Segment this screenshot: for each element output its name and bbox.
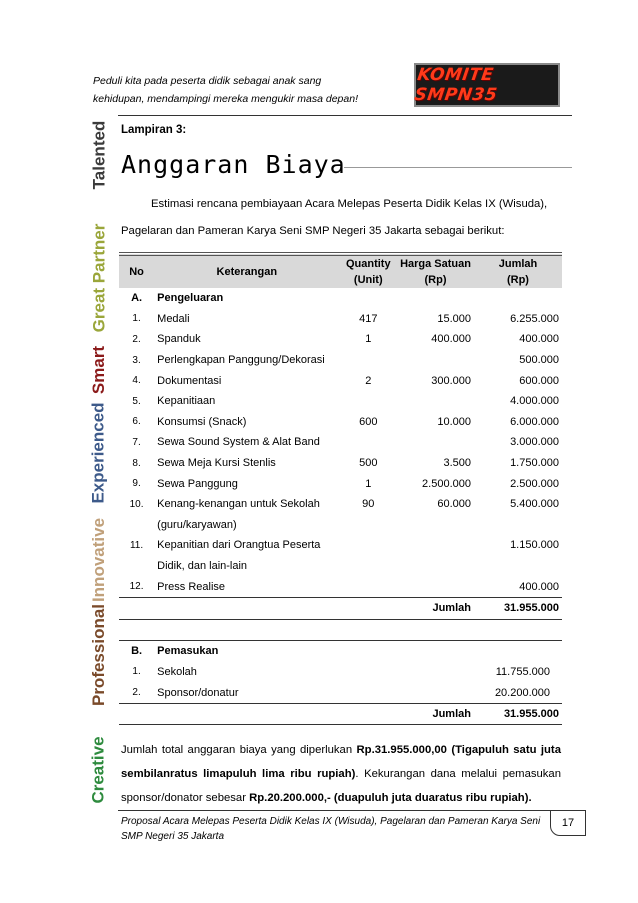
section-a-label: Pengeluaran <box>157 292 224 305</box>
side-word-text: Experienced <box>89 401 109 504</box>
header-quantity <box>339 254 397 288</box>
row-price <box>397 576 474 597</box>
row-price: 3.500 <box>443 457 471 470</box>
blank-cell <box>154 619 339 641</box>
side-word-text: Professional <box>89 603 109 707</box>
budget-table <box>119 252 562 725</box>
side-word-talented <box>88 120 110 190</box>
row-quantity <box>339 350 397 371</box>
income-no: 1. <box>132 666 141 678</box>
row-quantity <box>339 515 397 536</box>
table-row <box>119 473 562 494</box>
row-price: 60.000 <box>437 498 471 511</box>
summary-paragraph <box>121 738 561 810</box>
side-word-experienced <box>88 390 110 515</box>
header-price-line2: (Rp) <box>424 274 447 286</box>
header-price-line1: Harga Satuan <box>400 258 471 270</box>
header-quantity-line2: (Unit) <box>353 274 383 286</box>
row-total: 2.500.000 <box>510 477 559 490</box>
row-price <box>397 391 474 412</box>
footer-line-1: Proposal Acara Melepas Peserta Didik Kelas IX (Wisuda), Pagelaran dan Pameran Karya Seni <box>121 816 541 827</box>
summary-text-1: Jumlah total anggaran biaya yang diperlukan <box>121 744 357 756</box>
row-price: 400.000 <box>431 333 471 346</box>
row-total: 400.000 <box>519 580 559 593</box>
footer-text <box>121 814 561 844</box>
side-word-text: Talented <box>89 120 109 190</box>
row-keterangan: Dokumentasi <box>157 374 222 387</box>
row-keterangan: Press Realise <box>157 580 226 593</box>
blank-cell <box>339 703 397 725</box>
header-tagline <box>93 72 358 108</box>
title-divider <box>344 167 572 168</box>
intro-line-2: Pagelaran dan Pameran Karya Seni SMP Negeri 35 Jakarta sebagai berikut: <box>121 225 505 237</box>
row-keterangan: (guru/karyawan) <box>157 518 237 531</box>
table-row <box>119 535 562 556</box>
row-total: 1.150.000 <box>510 539 559 552</box>
row-total: 5.400.000 <box>510 498 559 511</box>
row-quantity: 500 <box>359 457 378 470</box>
side-word-text: Smart <box>89 345 108 395</box>
row-quantity <box>339 556 397 577</box>
row-price: 300.000 <box>431 374 471 387</box>
row-no: 2. <box>132 333 141 345</box>
row-price <box>397 535 474 556</box>
table-row <box>119 556 562 577</box>
row-keterangan: Sewa Sound System & Alat Band <box>157 436 320 449</box>
blank-cell <box>339 641 397 662</box>
section-b-no: B. <box>119 641 154 662</box>
row-quantity: 2 <box>365 374 372 387</box>
total-b-value: 31.955.000 <box>474 703 562 725</box>
blank-cell <box>397 641 474 662</box>
page-title: Anggaran Biaya <box>121 150 346 179</box>
blank-cell <box>397 619 474 641</box>
section-b-row <box>119 641 562 662</box>
summary-bold-2: Rp.20.200.000,- (duapuluh juta duaratus ribu rupiah). <box>249 792 532 804</box>
row-no: 8. <box>132 457 141 469</box>
row-keterangan: Sewa Panggung <box>157 477 238 490</box>
row-total: 400.000 <box>519 333 559 346</box>
blank-cell <box>339 662 397 683</box>
row-quantity <box>339 535 397 556</box>
row-no: 1. <box>132 313 141 325</box>
row-total: 1.750.000 <box>510 457 559 470</box>
blank-cell <box>397 682 474 703</box>
table-row <box>119 515 562 536</box>
attachment-label: Lampiran 3: <box>121 124 187 136</box>
row-price <box>397 432 474 453</box>
row-keterangan: Medali <box>157 312 190 325</box>
row-quantity <box>339 432 397 453</box>
row-total: 3.000.000 <box>510 436 559 449</box>
row-no <box>119 556 154 577</box>
table-gap <box>119 619 562 641</box>
header-divider <box>118 115 572 116</box>
row-no: 4. <box>132 375 141 387</box>
total-b-row <box>119 703 562 725</box>
row-quantity: 1 <box>365 477 372 490</box>
row-quantity: 600 <box>359 415 378 428</box>
table-row <box>119 453 562 474</box>
side-word-column <box>88 120 110 810</box>
intro-line-1: Estimasi rencana pembiayaan Acara Melepas Peserta Didik Kelas IX (Wisuda), <box>151 198 548 210</box>
total-b-label: Jumlah <box>397 703 474 725</box>
income-row <box>119 682 562 703</box>
tagline-line-2: kehidupan, mendampingi mereka mengukir masa depan! <box>93 93 358 105</box>
row-price: 15.000 <box>437 312 471 325</box>
table-header-row <box>119 254 562 288</box>
footer-divider <box>118 810 572 811</box>
blank-cell <box>397 662 474 683</box>
section-a-row <box>119 288 562 309</box>
side-word-text: Creative <box>89 736 109 804</box>
komite-logo <box>414 63 560 107</box>
side-word-professional <box>88 600 110 710</box>
blank-cell <box>154 703 339 725</box>
row-keterangan: Didik, dan lain-lain <box>157 560 248 573</box>
row-no: 3. <box>132 354 141 366</box>
row-quantity <box>339 576 397 597</box>
blank-cell <box>119 619 154 641</box>
row-no: 9. <box>132 478 141 490</box>
table-row <box>119 432 562 453</box>
row-total <box>474 515 562 536</box>
income-label: Sekolah <box>157 665 197 678</box>
table-row <box>119 391 562 412</box>
row-keterangan: Spanduk <box>157 333 201 346</box>
side-word-text: Innovative <box>89 517 108 603</box>
row-no: 6. <box>132 416 141 428</box>
blank-cell <box>474 619 562 641</box>
income-value: 20.200.000 <box>494 686 550 699</box>
table-row <box>119 309 562 330</box>
header-total-line2: (Rp) <box>506 274 529 286</box>
blank-cell <box>119 703 154 725</box>
row-total <box>474 556 562 577</box>
blank-cell <box>339 597 397 619</box>
summary-text-2: . Kekurangan dana melalui pemasukan sponsor/donator sebesar <box>121 768 561 804</box>
row-total: 6.000.000 <box>510 415 559 428</box>
total-a-row <box>119 597 562 619</box>
table-row <box>119 350 562 371</box>
row-no <box>119 515 154 536</box>
income-row <box>119 662 562 683</box>
row-no: 10. <box>129 498 144 510</box>
row-keterangan: Konsumsi (Snack) <box>157 415 247 428</box>
side-word-creative <box>88 730 110 810</box>
table-row <box>119 370 562 391</box>
table-row <box>119 329 562 350</box>
section-a-no: A. <box>131 292 143 305</box>
table-row <box>119 494 562 515</box>
row-keterangan: Kepanitian dari Orangtua Peserta <box>157 539 321 552</box>
table-row <box>119 412 562 433</box>
header-no: No <box>119 254 154 288</box>
blank-cell <box>474 641 562 662</box>
row-total: 4.000.000 <box>510 395 559 408</box>
row-quantity: 417 <box>359 312 378 325</box>
row-quantity: 90 <box>362 498 375 511</box>
row-no: 12. <box>129 581 144 593</box>
row-total: 600.000 <box>519 374 559 387</box>
section-b-label: Pemasukan <box>154 641 339 662</box>
side-word-innovative <box>88 517 110 603</box>
row-no: 5. <box>132 395 141 407</box>
side-word-great-partner <box>88 200 110 356</box>
header-keterangan: Keterangan <box>154 254 339 288</box>
row-keterangan: Perlengkapan Panggung/Dekorasi <box>157 354 325 367</box>
row-no: 11. <box>129 539 144 551</box>
income-no: 2. <box>132 687 141 699</box>
row-keterangan: Kepanitiaan <box>157 395 216 408</box>
blank-cell <box>119 597 154 619</box>
footer-line-2: SMP Negeri 35 Jakarta <box>121 831 225 842</box>
income-value: 11.755.000 <box>495 665 550 678</box>
total-a-value: 31.955.000 <box>474 597 562 619</box>
row-price: 10.000 <box>437 415 471 428</box>
row-quantity <box>339 391 397 412</box>
row-price <box>397 556 474 577</box>
row-total: 500.000 <box>519 354 559 367</box>
page-number: 17 <box>550 810 586 836</box>
summary-bold-1: Rp.31.955.000,00 (Tigapuluh satu juta sembilanratus limapuluh lima ribu rupiah) <box>121 744 561 780</box>
row-price <box>397 515 474 536</box>
row-quantity: 1 <box>365 333 372 346</box>
row-price <box>397 350 474 371</box>
tagline-line-1: Peduli kita pada peserta didik sebagai anak sang <box>93 75 322 87</box>
table-row <box>119 576 562 597</box>
blank-cell <box>154 597 339 619</box>
header-total <box>474 254 562 288</box>
total-a-label: Jumlah <box>397 597 474 619</box>
header-price <box>397 254 474 288</box>
header-quantity-line1: Quantity <box>345 258 391 270</box>
side-word-text: Great Partner <box>89 223 109 333</box>
intro-paragraph <box>121 191 561 245</box>
income-label: Sponsor/donatur <box>157 686 239 699</box>
blank-cell <box>339 619 397 641</box>
row-no: 7. <box>132 436 141 448</box>
blank-cell <box>339 682 397 703</box>
row-total: 6.255.000 <box>510 312 559 325</box>
row-price: 2.500.000 <box>422 477 471 490</box>
row-keterangan: Kenang-kenangan untuk Sekolah <box>157 498 320 511</box>
row-keterangan: Sewa Meja Kursi Stenlis <box>157 457 276 470</box>
logo-text: KOMITE SMPN35 <box>413 65 499 105</box>
header-total-line1: Jumlah <box>498 258 538 270</box>
